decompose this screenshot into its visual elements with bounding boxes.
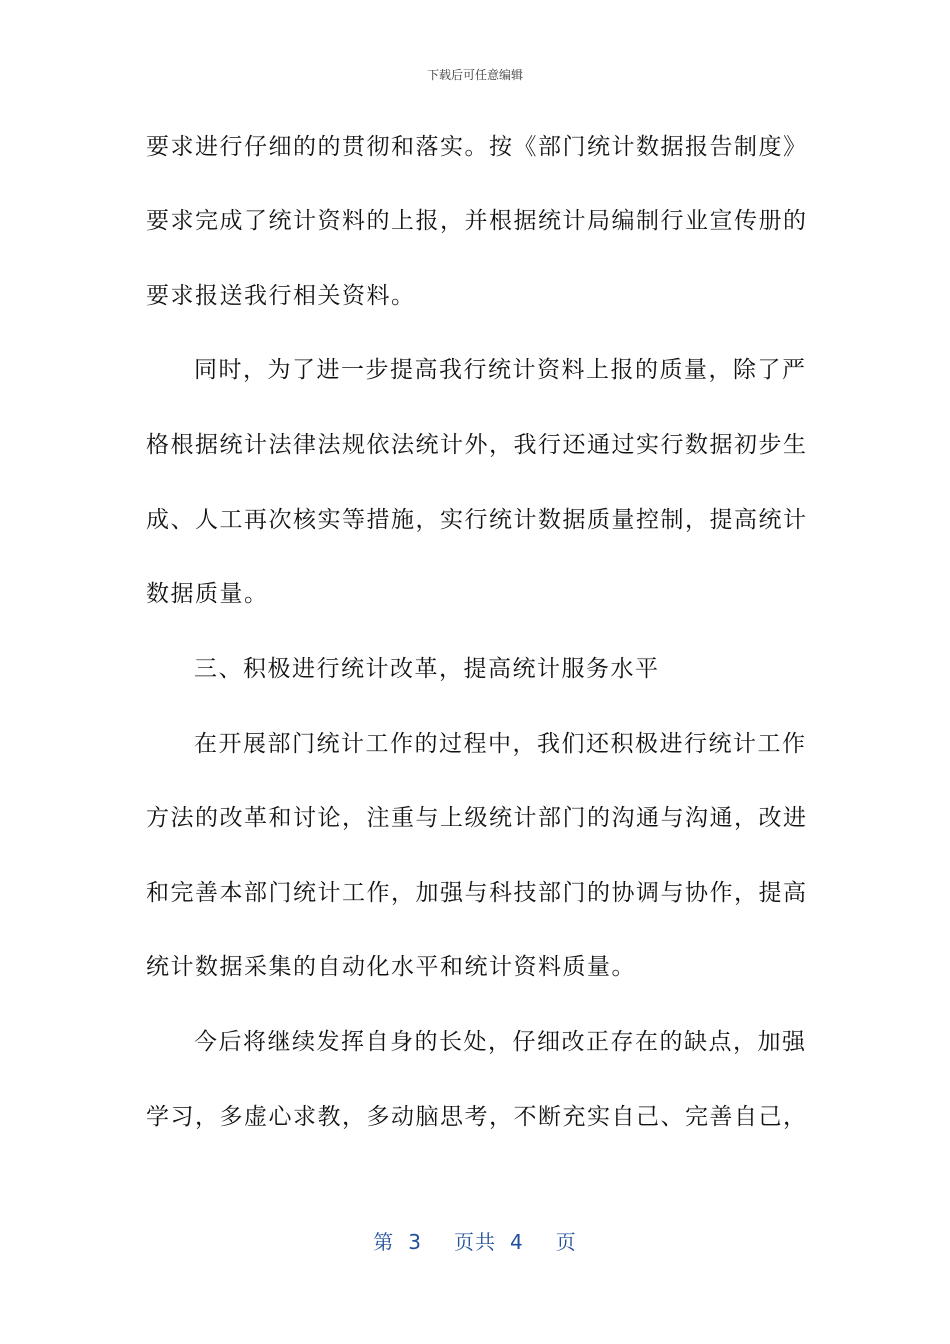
body-line: 数据质量。	[146, 581, 269, 607]
body-line: 成、人工再次核实等措施，实行统计数据质量控制，提高统计	[146, 507, 808, 533]
body-line: 格根据统计法律法规依法统计外，我行还通过实行数据初步生	[146, 432, 808, 458]
header-note: 下载后可任意编辑	[426, 68, 523, 82]
section-heading: 三、积极进行统计改革，提高统计服务水平	[194, 656, 660, 682]
body-line: 要求报送我行相关资料。	[146, 283, 416, 309]
body-line: 在开展部门统计工作的过程中，我们还积极进行统计工作	[194, 731, 807, 757]
page-footer	[0, 1226, 950, 1255]
page-suffix: 页	[555, 1230, 577, 1254]
body-line: 今后将继续发挥自身的长处，仔细改正存在的缺点，加强	[194, 1029, 807, 1055]
body-line: 要求完成了统计资料的上报，并根据统计局编制行业宣传册的	[146, 208, 808, 234]
body-line: 和完善本部门统计工作，加强与科技部门的协调与协作，提高	[146, 880, 808, 906]
body-line: 统计数据采集的自动化水平和统计资料质量。	[146, 954, 636, 980]
body-line: 同时，为了进一步提高我行统计资料上报的质量，除了严	[194, 357, 807, 383]
current-page-number: 3	[408, 1230, 422, 1254]
page-prefix: 第	[373, 1230, 395, 1254]
body-line: 方法的改革和讨论，注重与上级统计部门的沟通与沟通，改进	[146, 805, 808, 831]
total-pages-number: 4	[510, 1230, 524, 1254]
page-mid: 页共	[454, 1230, 496, 1254]
body-line: 要求进行仔细的的贯彻和落实。按《部门统计数据报告制度》	[146, 134, 808, 160]
body-line: 学习，多虚心求教，多动脑思考，不断充实自己、完善自己，	[146, 1104, 808, 1130]
